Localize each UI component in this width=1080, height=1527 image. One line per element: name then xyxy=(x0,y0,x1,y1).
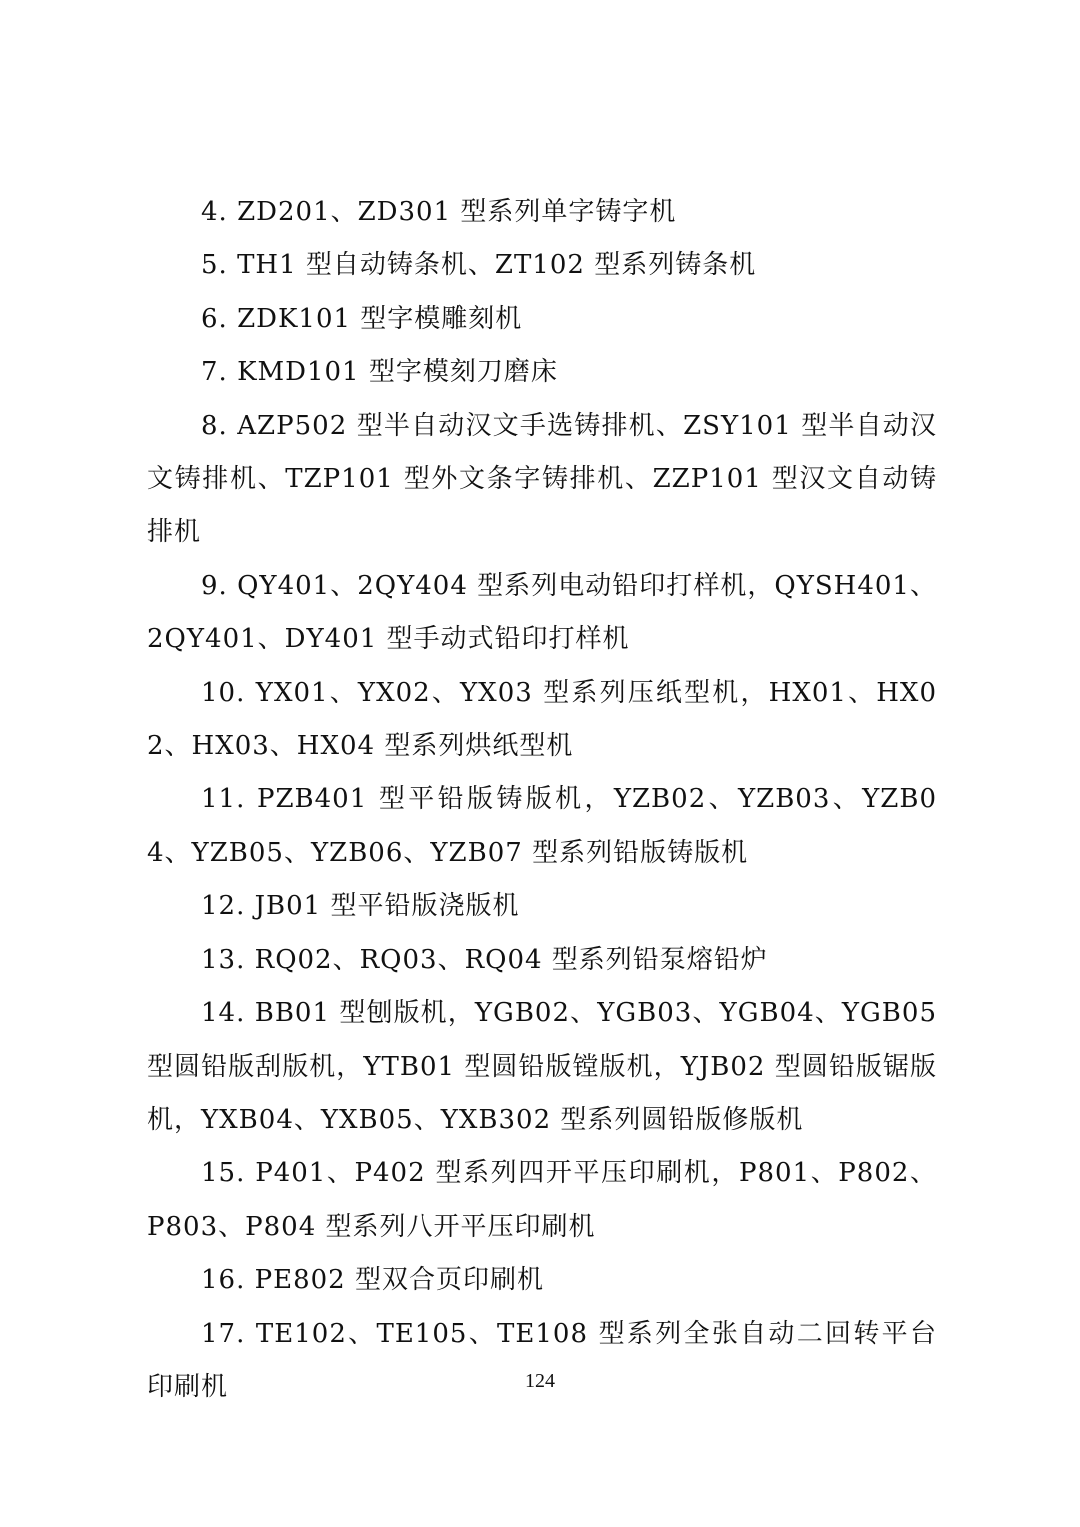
list-item: 6. ZDK101 型字模雕刻机 xyxy=(201,303,523,334)
list-item: 13. RQ02、RQ03、RQ04 型系列铅泵熔铅炉 xyxy=(201,944,768,975)
list-item: 14. BB01 型刨版机，YGB02、YGB03、YGB04、YGB05 型圆铅版刮版机，YTB01 型圆铅版镗版机，YJB02 型圆铅版锯版机，YXB04、YXB05、YXB302 型系列圆铅版修版机 xyxy=(147,998,937,1135)
list-item: 5. TH1 型自动铸条机、ZT102 型系列铸条机 xyxy=(201,250,757,281)
list-item: 12. JB01 型平铅版浇版机 xyxy=(201,891,520,922)
list-item: 17. TE102、TE105、TE108 型系列全张自动二回转平台印刷机 xyxy=(147,1318,937,1402)
list-item: 10. YX01、YX02、YX03 型系列压纸型机，HX01、HX02、HX03、HX04 型系列烘纸型机 xyxy=(147,677,937,762)
list-item: 15. P401、P402 型系列四开平压印刷机，P801、P802、P803、P804 型系列八开平压印刷机 xyxy=(147,1158,937,1242)
list-item: 4. ZD201、ZD301 型系列单字铸字机 xyxy=(201,197,677,227)
page-number: 124 xyxy=(525,1370,555,1392)
list-item: 11. PZB401 型平铅版铸版机，YZB02、YZB03、YZB04、YZB05、YZB06、YZB07 型系列铅版铸版机 xyxy=(147,784,937,868)
list-item: 16. PE802 型双合页印刷机 xyxy=(201,1265,544,1296)
equipment-list xyxy=(147,186,937,1414)
list-item: 7. KMD101 型字模刻刀磨床 xyxy=(201,357,558,388)
list-item: 9. QY401、2QY404 型系列电动铅印打样机，QYSH401、2QY401、DY401 型手动式铅印打样机 xyxy=(147,570,937,655)
list-item: 8. AZP502 型半自动汉文手选铸排机、ZSY101 型半自动汉文铸排机、TZP101 型外文条字铸排机、ZZP101 型汉文自动铸排机 xyxy=(147,410,937,548)
